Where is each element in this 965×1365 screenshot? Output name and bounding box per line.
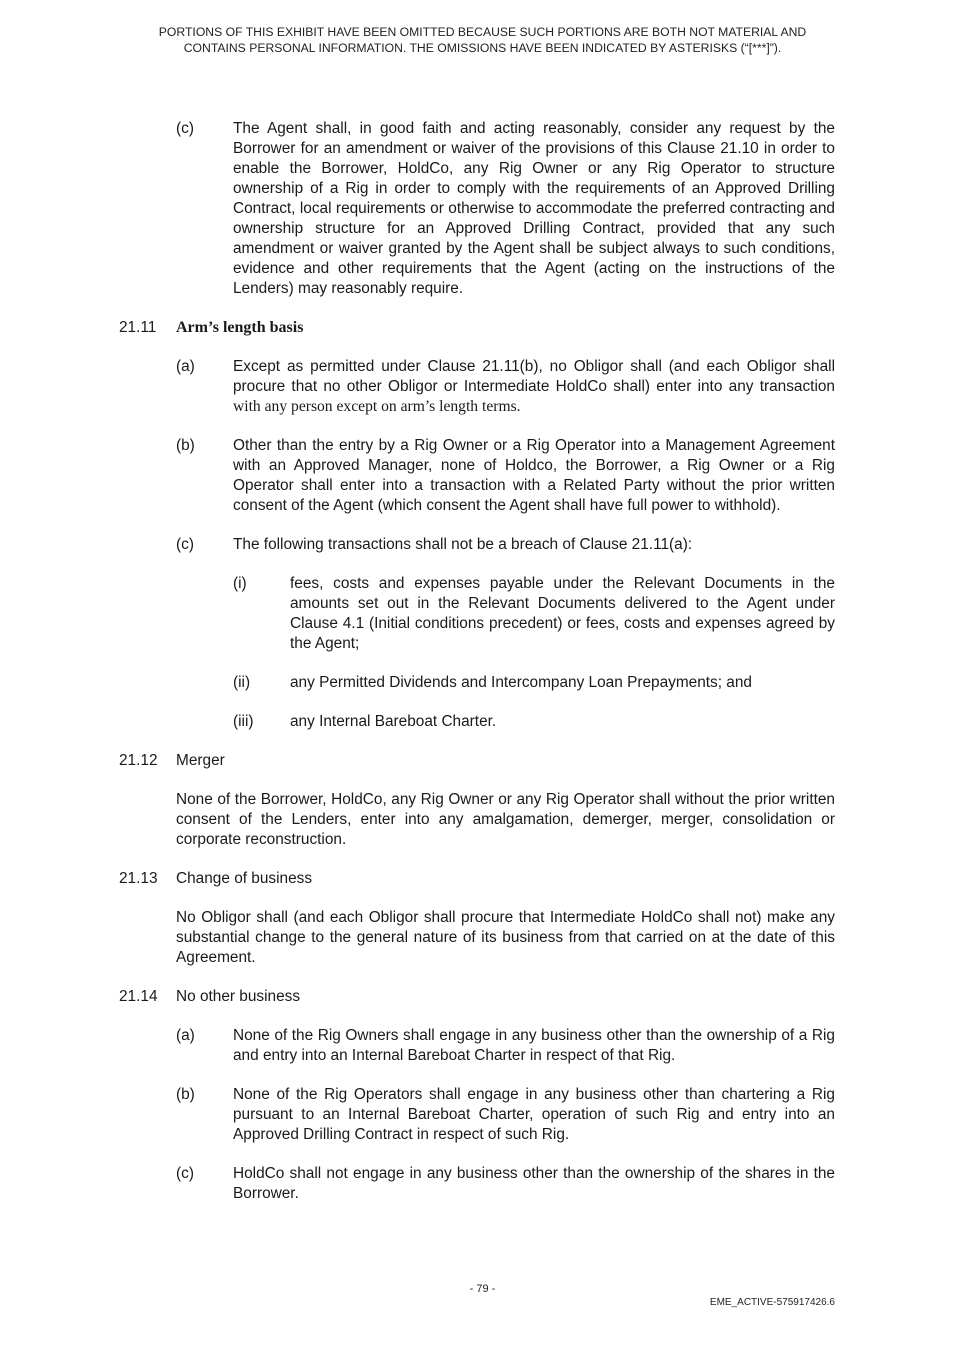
clause-text: fees, costs and expenses payable under the Relevant Documents in the amounts set out in the Relevant Documents delivered to the Agent under Clause 4.1 (Initial conditions precedent) or fees, costs and expenses agreed by the Agent; (290, 575, 835, 652)
clause-21-11-c-ii (0, 673, 835, 693)
clause-21-11-heading (0, 318, 965, 338)
clause-text: The Agent shall, in good faith and acting reasonably, consider any request by the Borrower for an amendment or waiver of the provisions of this Clause 21.10 in order to enable the Borrower, HoldCo, any Rig Owner or any Rig Operator to structure ownership of a Rig in order to comply with the requirements of an Approved Drilling Contract, local requirements or otherwise to accommodate the preferred contracting and ownership structure for an Approved Drilling Contract, provided that any such amendment or waiver granted by the Agent shall be subject always to such conditions, evidence and other requirements that the Agent (acting on the instructions of the Lenders) may reasonably require. (233, 120, 835, 297)
clause-label: (iii) (233, 713, 254, 730)
clause-text: any Internal Bareboat Charter. (290, 713, 497, 730)
clause-21-12-text: None of the Borrower, HoldCo, any Rig Owner or any Rig Operator shall without the prior written consent of the Lenders, enter into any amalgamation, demerger, merger, consolidation or corporate reconstruction. (176, 791, 835, 848)
clause-21-11-c-i (0, 574, 835, 654)
clause-21-10-c (0, 119, 835, 299)
notice-line-2: CONTAINS PERSONAL INFORMATION. THE OMISSIONS HAVE BEEN INDICATED BY ASTERISKS (“[***]”). (183, 41, 782, 55)
clause-21-11-b (0, 436, 835, 516)
clause-text: any Permitted Dividends and Intercompany Loan Prepayments; and (290, 674, 752, 691)
clause-title: Arm’s length basis (176, 319, 304, 336)
clause-label: (a) (176, 1027, 195, 1044)
clause-21-12-heading (0, 751, 965, 771)
clause-21-11-c-iii (0, 712, 835, 732)
clause-21-13-heading (0, 869, 965, 889)
clause-text-continued: with any person except on arm’s length terms. (233, 398, 521, 415)
clause-21-13-text: No Obligor shall (and each Obligor shall procure that Intermediate HoldCo shall not) make any substantial change to the general nature of its business from that carried on at the date of this Agreement. (176, 909, 835, 966)
notice-line-1: PORTIONS OF THIS EXHIBIT HAVE BEEN OMITTED BECAUSE SUCH PORTIONS ARE BOTH NOT MATERIAL AND (158, 25, 807, 39)
clause-text: None of the Rig Operators shall engage in any business other than chartering a Rig pursuant to an Internal Bareboat Charter, operation of such Rig and entry into an Approved Drilling Contract in respect of such Rig. (233, 1086, 835, 1143)
document-reference: EME_ACTIVE-575917426.6 (709, 1297, 835, 1308)
clause-number: 21.13 (119, 870, 158, 887)
clause-text: Other than the entry by a Rig Owner or a Rig Operator into a Management Agreement with an Approved Manager, none of Holdco, the Borrower, a Rig Owner or a Rig Operator shall enter into a transaction with a Related Party without the prior written consent of the Agent (which consent the Agent shall have full power to withhold). (233, 437, 835, 514)
clause-text: HoldCo shall not engage in any business other than the ownership of the shares in the Borrower. (233, 1165, 835, 1202)
page-body (0, 119, 965, 1204)
clause-number: 21.14 (119, 988, 158, 1005)
clause-label: (ii) (233, 674, 251, 691)
clause-text: None of the Rig Owners shall engage in any business other than the ownership of a Rig and entry into an Internal Bareboat Charter in respect of that Rig. (233, 1027, 835, 1064)
clause-label: (b) (176, 1086, 195, 1103)
clause-text: The following transactions shall not be a breach of Clause 21.11(a): (233, 536, 693, 553)
clause-label: (c) (176, 536, 194, 553)
clause-label: (a) (176, 358, 195, 375)
clause-number: 21.11 (119, 319, 157, 336)
clause-label: (i) (233, 575, 247, 592)
clause-21-14-heading (0, 987, 965, 1007)
clause-21-14-b (0, 1085, 835, 1145)
clause-title: Change of business (176, 870, 313, 887)
clause-21-14-a (0, 1026, 835, 1066)
clause-21-11-c (0, 535, 835, 555)
clause-label: (c) (176, 1165, 194, 1182)
confidentiality-notice (90, 24, 875, 56)
page-number: - 79 - (469, 1283, 496, 1295)
clause-title: Merger (176, 752, 225, 769)
clause-21-11-a (0, 357, 835, 417)
clause-number: 21.12 (119, 752, 158, 769)
clause-label: (c) (176, 120, 194, 137)
clause-21-14-c (0, 1164, 835, 1204)
clause-label: (b) (176, 437, 195, 454)
clause-title: No other business (176, 988, 301, 1005)
clause-text: Except as permitted under Clause 21.11(b), no Obligor shall (and each Obligor shall procure that no other Obligor or Intermediate HoldCo shall) enter into any transaction (233, 358, 835, 395)
